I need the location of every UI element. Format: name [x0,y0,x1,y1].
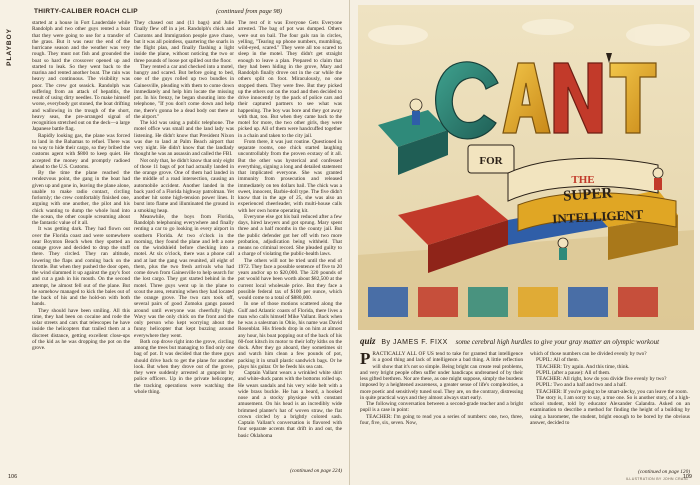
right-column-1 [360,351,523,473]
paragraph-text: TEACHER: All right, how do you divide five evenly by two? [536,376,667,382]
paragraph-text: The rest of it was Everyone Gets Everyone arrested. The bag of pot was dumped. Others were out on bail. The four gals ran in circles, yelling, "Tearing up phone numbers, mumbling, wild-eyed, scared." They were all too scared to sleep in the motel. They didn't get straight enough to leave a plan. Prepared to claim that they had been hiding in the grove, Mary and Randolph finally drove out in the car while the others split on foot. Miraculously, no one stopped them. They were free. But they picked up the others out on the road and then decided to drive innocently by the pack of police cars and their captured partners to see what was happening. The boy was bore and they got away with that, too. But when they came back to the motel for more, the two other girls, they were picked up. All of them were handcuffed together in a chain and taken to the city jail. [238,20,342,139]
paragraph-text: In one of those motions scattered along the Gulf and Atlantic coasts of Florida, there lives a man who calls himself Mike Vallant. Back when he was a salesman in Ohio, his name was David Rosenblat. His friends drop in on him at almost any hour, his boat popping out of the back of his 60-foot kitsch its motor to their lofty kiths on the dock. After they go aboard, they sometimes sit and watch him clean a few pounds of pot, packing it in small plastic sandwich bags. Or he plays his guitar. Or he feeds his sea cats. [238,301,342,370]
paragraph [134,158,234,214]
page-number-right: 109 [682,474,692,480]
paragraph-text: The story is, I am sorry to say, a true one. So is another story, of a high-school student, told by educator Alexander Calandra. Asked on an examination to describe a method for finding the height of a building by using a barometer, the student, bright enough to be bored by the obvious answer, decided to [530,394,690,426]
paragraph-text: PUPIL: All of them. [536,357,579,364]
paragraph [238,301,342,370]
left-column-3 [238,20,342,466]
byline-dek: some cerebral high hurdles to give your gray matter an olympic workout [455,338,660,346]
paragraph [134,120,234,158]
left-column-2 [134,20,234,472]
paragraph-text: RACTICALLY ALL OF US tend to take for granted that intelligence is a good thing and lack of intelligence a bad thing. A little reflection will show that it's not so simple. Being bright can create real problems, and very bright people often suffer under handicaps undreamed of by their less gifted brethren. Nor are these, as one might suppose, simply the burdens imposed by a heightened awareness, a greater sense of life's complexities, a more poetic and sensitively tuned soul. They are, on the contrary, distressing in quite practical ways and they almost always start early. [360,351,523,401]
illustration-word-the: THE [571,174,595,186]
left-column-3-continued [238,466,342,474]
continued-on-note-right: (continued on page 120) [638,469,690,475]
paragraph [360,414,523,427]
paragraph-text: which of those numbers can be divided evenly by two? [530,351,647,357]
left-column-1 [32,20,130,472]
paragraph-text: They rented a car and checked into a motel, hungry and scared. But before going to bed, one of the guys rolled up two bundles in Gainesville, pleading with them to come down immediately and help him locate the missing pot. In his frenzy, he began shouting into the telephone, "If you don't come down and help me, there's gonna be a dead body out there at the airport." [134,63,234,120]
article-title: THIRTY-CALIBER ROACH CLIP [34,8,138,15]
illustration-credit: ILLUSTRATION BY JOHN CRAIG [625,477,688,481]
paragraph-text: Rapidly looking gas, the plane was forced to land in the Bahamas to refuel. There was no way to hide their cargo, so they bribed the customs agent with $800 to keep quiet. He accepted the money and promptly radioed ahead to the U.S. Customs. [32,132,130,170]
paragraph [238,258,342,302]
paragraph-text: They should have been smiling. All this time, they had been on cocaine and rode the solar streets and cars that telescopes he have inside the helicopters that trailed them at a discreet distance, getting excellent close-ups of the kid as he was dropping the pot on the grove. [32,307,130,351]
article-header [34,8,340,18]
paragraph-text: TEACHER: I'm going to read you a series of numbers: one, two, three, four, five, six, seven. Now, [360,413,523,426]
continued-from-note: (continued from page 98) [216,8,283,15]
paragraph [134,20,234,64]
paragraph [238,139,342,214]
byline [360,336,690,348]
paragraph-text: PUPIL: Two and a half and two and a half. [536,382,627,389]
paragraph-text: TEACHER: If you're going to be smart-alecky, you can leave the room. [536,388,688,395]
illustration-word-super: SUPER [562,185,613,205]
paragraph-text: The kid was using a public telephone. The motel office was small and the land lady was listening. He didn't know that President Nixon was due to land at Palm Beach airport that very night. He didn't know that the landlady thought he was an assassin and called the FBI. [134,120,234,158]
magazine-side-label: PLAYBOY [6,28,13,66]
paragraph-text: The others will not be tried until the end of 1972. They face a possible sentence of five to 20 years and/or up to $20,000. The 320 pounds of pot would have been worth about $82,500 at the current local wholesale price. But they face a possible federal tax of $100 per ounce, which would come to a total of $880,000. [238,257,342,301]
paragraph-text: Both cop drove right into the grove, circling among the trees but managing to find only one bag of pot. It was decided that the three guys should drive back to get the plane for another look. But when they drove out of the grove, they were suddenly arrested at gunpoint by police officers. Up in the private helicopter, the tracking operations were watching the whole thing. [134,338,234,395]
paragraph [238,20,342,139]
paragraph-text: PUPIL (after a pause): All of them. [536,369,611,376]
paragraph-text: They chased out and (11 bags) and Julie finally flew off in a jet. Randolph's chick and Customs and Immigration people gave chase, but it was all pointless, quartering the snarls in the flight plan, and finally flashing a light inside the plane, without noticing the two or three pounds of loose pot spilled out the floor. [134,20,234,64]
paragraph [134,64,234,120]
continued-on-note: (continued on page 224) [290,468,342,474]
drop-cap: P [360,351,371,368]
paragraph [32,170,130,226]
paragraph [32,226,130,307]
paragraph-text: Meanwhile, the boys from Florida, Randolph telephoning everywhere and finally renting a car to go looking in every airport in southern Florida. At two o'clock in the morning, they found the plane and left a note on the windshield before checking into a motel. At six o'clock, there was a phone call and at last the gang was reunited, all eight of them, plus the two fresh arrivals who had come down from Gainesville to help search for the lost cargo. They got started behind in the motel. Three guys went up in the plane to scout the area, returning when they had located the orange grove. The two cars took off, several pairs of good Zomoku gangs passed around until everyone was cheerfully high. Wavy was the only chick on the front and the only person who kept worrying about the funny helicopter that kept buzzing around everywhere they went. [134,213,234,339]
paragraph-text: TEACHER: Try again. And this time, think. [536,363,630,370]
paragraph [32,133,130,171]
paragraph-text: By the time the plane reached the rendezvous point, the gang in the boat had given up and gone in, leaving the plane alone, unable to make radio contact, circling forlornly; the crew comfortably finished one, arguing with one another, the pilot and his chick wanting to dump the whole load into the ocean, the other couple screaming about the fantastic value of it all. [32,170,130,226]
byline-author: By JAMES F. FIXX [381,339,448,346]
byline-quiz: quiz [360,336,376,346]
paragraph [360,401,523,414]
paragraph [360,351,523,401]
illustration-word-for: FOR [479,155,503,167]
illustration [358,5,694,330]
illustration-word-intelligent: INTELLIGENT [551,206,644,227]
illustration-art [358,5,694,330]
right-column-2 [530,351,690,467]
paragraph [238,214,342,258]
paragraph-text: The following conversation between a second-grade teacher and a bright pupil is a case in point: [360,401,523,414]
paragraph-text: It was getting dark. They had flown out over the Florida coast and were somewhere near Boynton Beach when they spotted an orange grove and decided to drop the stuff there. They circled. They ran altitude, lowering the flaps and coming back on the throttle. But when they pushed the door open, the wind slammed it up against the guy's foot and cut a gash in his mouth. On the second attempt, he almost fell out of the plane. But he somehow managed to kick the bales out of the back of his and the hold-on with both hands. [32,226,130,308]
paragraph-text: From there, it was just routine. Questioned in separate rooms, one chick started laughing uncontrollably from the proven ecstasy of it all. But the other was hysterical and confessed everything, signing a long and detailed statement that implicated everyone. She was granted immunity from prosecution and released immediately on ten dollars bail. The chick was a sweet, innocent, Barbie-doll type. The five didn't know that in the age of 25, she was also an experienced cheerleader, with multi-house calls with her own home operating kit. [238,138,342,214]
paragraph-text: Captain Vallant wears a wrinkled white shirt and white-duck pants with the bottoms rolled up. He wears sandals and his very wide belt with a wide brass buckle. He has a beard, a hooked nose and a stocky physique with constant amusement. On his head is an incredibly wide brimmed planter's hat of woven straw, the flat crown circled by a brightly colored sash. Captain Vallant's conversation is flavored with four separate accents that drift in and out, the basic Oklahoma [238,370,342,439]
page-number-left: 106 [8,474,18,480]
paragraph [134,214,234,339]
paragraph-text: started at a house in Fort Lauderdale while Randolph and two other guys rented a boat that they were going to use for a transfer of the grass. But it was near the end of the hurricane season and the weather was very rough. They must not fish and grounded the boat so hard the crossover opened up and started to leak. So they went back to the marina and rented another boat. The rain was heavy and continuous. The visibility was poor. The crew got seasick. Randolph was suffering from an attack of hepatitis, the result of using dirty needles. To make himself worse, everybody got stoned, the boat drifting and wallowing in the trough of the short, heavy seas, the pre-arranged signal of recognition stretched out on the deck—a large Japanese battle flag. [32,20,130,133]
right-page [350,0,700,485]
paragraph-text: Everyone else got his bail reduced after a few days, hired lawyers and got sprung. Mary spent three and a half months in the county jail. But the public defender got her off with two more probation, adjudication being withheld. That means no criminal record. She pleaded guilty to a charge of violating the public-health laws. [238,213,342,258]
paragraph-text: Not only that, he didn't know that only eight of those 11 bags of pot had actually landed in the orange grove. One of them had landed in the middle of a road intersection, causing an automobile accident. Another landed in the back yard of a Florida highway patrolman. Yet another hit some high-tension power lines. It burst into flame and illuminated the ground in a smoking heap. [134,157,234,214]
paragraph [32,308,130,352]
paragraph [32,20,130,133]
right-column-2-continued [530,467,690,475]
paragraph [134,339,234,395]
paragraph [238,370,342,439]
paragraph [530,395,690,426]
